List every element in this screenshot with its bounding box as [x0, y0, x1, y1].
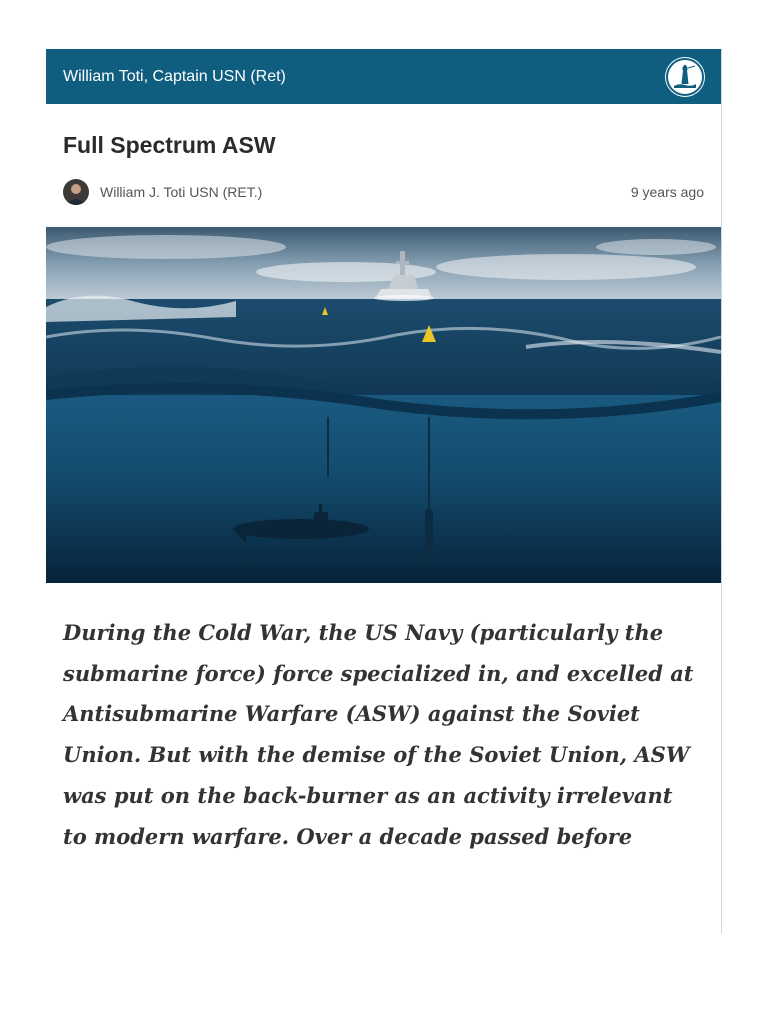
author[interactable]: [63, 179, 262, 205]
article-title[interactable]: Full Spectrum ASW: [63, 132, 276, 158]
author-name[interactable]: William J. Toti USN (RET.): [100, 184, 263, 200]
article-card[interactable]: [46, 49, 722, 934]
post-time: 9 years ago: [630, 184, 704, 200]
byline: [63, 179, 704, 205]
avatar[interactable]: [63, 179, 89, 205]
hero-image[interactable]: [46, 227, 721, 583]
site-header: [46, 49, 721, 104]
site-name[interactable]: William Toti, Captain USN (Ret): [63, 67, 286, 85]
article-excerpt[interactable]: During the Cold War, the US Navy (particularly the submarine force) force specialized in, and excelled at Antisubmarine Warfare (ASW) against the Soviet Union. But with the demise of the Soviet Union, ASW was put on the back-burner as an activity irrelevant to modern warfare. Over a decade passed before: [63, 620, 694, 849]
lighthouse-logo-icon[interactable]: [666, 58, 704, 96]
